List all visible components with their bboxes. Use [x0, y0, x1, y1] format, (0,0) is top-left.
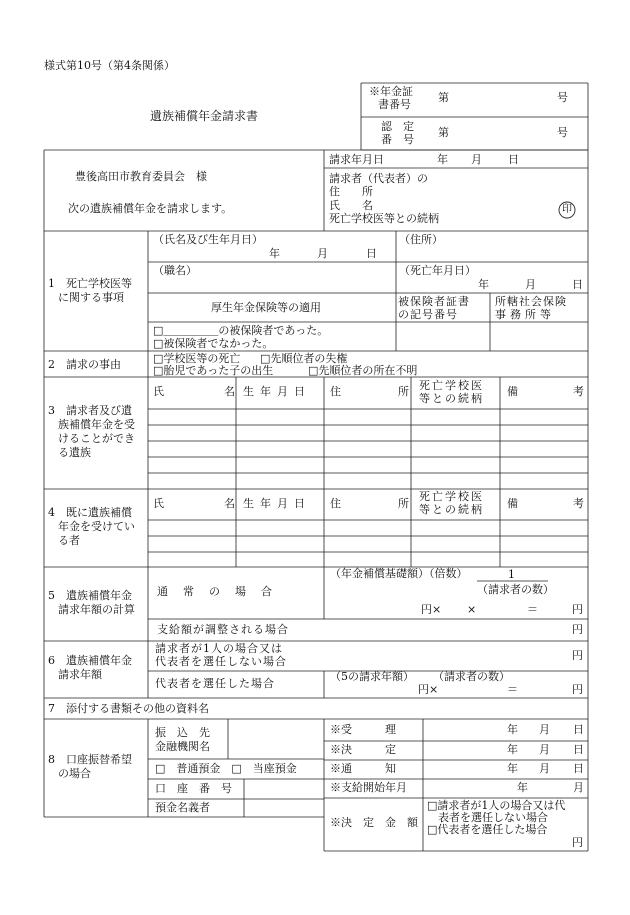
- sec8-label-1: 8 口座振替希望: [48, 753, 132, 766]
- jurisdiction-2: 事務所等: [495, 308, 555, 321]
- sec1-name-birth: （氏名及び生年月日）: [153, 233, 263, 246]
- sec3-label-2: 族補償年金を受: [58, 418, 135, 431]
- sec5-label-1: 5 遺族補償年金: [48, 589, 132, 602]
- sec3-label-1: 3 請求者及び遺: [48, 404, 132, 417]
- nintei-go: 号: [557, 126, 568, 139]
- sec1-birth-month: 月: [317, 247, 328, 260]
- sec1-job: （職名）: [153, 264, 197, 277]
- notify-day: 日: [573, 762, 584, 775]
- nintei-dai: 第: [438, 126, 449, 139]
- rep-case-label: 代表者を選任した場合: [155, 677, 275, 690]
- sec3-col-relation-2: 等との続柄: [419, 392, 484, 405]
- sec1-death-month: 月: [525, 278, 536, 291]
- sec8-label-2: の場合: [58, 767, 91, 780]
- addressee: 豊後高田市教育委員会 様: [75, 170, 207, 183]
- reason-death-checkbox[interactable]: □学校医等の死亡: [153, 352, 241, 365]
- adjusted-yen: 円: [572, 623, 583, 636]
- single-case-1: 請求者が1人の場合又は: [155, 642, 283, 655]
- sec5-label-2: 請求年額の計算: [58, 603, 135, 616]
- notify-year: 年: [507, 762, 518, 775]
- amount-option-single-2: 表者を選任しない場合: [438, 811, 548, 824]
- bank-label-2: 金融機関名: [155, 740, 210, 753]
- reason-unknown-checkbox[interactable]: □先順位者の所在不明: [308, 364, 418, 377]
- claimant-address-label: 住 所: [329, 185, 373, 198]
- claimant-label: 請求者（代表者）の: [329, 172, 428, 185]
- adjusted-case-label: 支給額が調整される場合: [157, 623, 289, 636]
- pay-start-year: 年: [517, 781, 528, 794]
- amount-option-single-1[interactable]: □請求者が1人の場合又は代: [427, 799, 566, 812]
- insured-cert-1: 被保険者証書: [398, 295, 470, 308]
- sec4-label-2: 年金を受けてい: [58, 520, 135, 533]
- jurisdiction-1: 所轄社会保険: [495, 295, 567, 308]
- seal-mark: 印: [562, 204, 572, 215]
- reason-birth-checkbox[interactable]: □胎児であった子の出生: [153, 364, 274, 377]
- received-day: 日: [573, 723, 584, 736]
- calc-times: ×: [467, 603, 477, 616]
- calc-equals: ＝: [527, 603, 538, 616]
- account-no-label: 口 座 番 号: [155, 782, 232, 795]
- sec1-label-2: に関する事項: [58, 291, 124, 304]
- sec1-death-year: 年: [478, 278, 489, 291]
- sec6-label-1: 6 遺族補償年金: [48, 654, 132, 667]
- sec3-col-remarks-a: 備: [507, 385, 518, 398]
- sec3-col-name-a: 氏: [153, 385, 164, 398]
- notify-label: ※通 知: [330, 762, 396, 775]
- account-holder-label: 預金名義者: [155, 801, 210, 814]
- amount-option-rep[interactable]: □代表者を選任した場合: [427, 823, 548, 836]
- sec4-col-remarks-a: 備: [507, 497, 518, 510]
- pay-start-label: ※支給開始年月: [330, 781, 407, 794]
- form-number: 様式第10号（第4条関係）: [44, 59, 175, 72]
- nintei-label-2: 番 号: [381, 133, 414, 146]
- single-case-2: 代表者を選任しない場合: [155, 655, 287, 668]
- sec3-col-remarks-b: 考: [573, 385, 584, 398]
- sec3-col-addr-b: 所: [398, 385, 409, 398]
- sec4-col-relation-1: 死亡学校医: [419, 490, 484, 503]
- claimant-name-label: 氏 名: [329, 199, 373, 212]
- sec3-label-3: けることができ: [58, 432, 135, 445]
- sec3-col-birth: 生年月日: [243, 385, 311, 398]
- cert-go: 号: [557, 91, 568, 104]
- sec3-col-addr-a: 住: [330, 385, 341, 398]
- sec3-label-4: る遺族: [58, 446, 91, 459]
- fraction-numerator: 1: [508, 568, 515, 581]
- decision-day: 日: [573, 743, 584, 756]
- sec4-col-birth: 生年月日: [243, 497, 311, 510]
- decided-amount-label: ※決 定 金 額: [330, 816, 418, 829]
- request-date-year: 年: [437, 153, 448, 166]
- pension-applied: 厚生年金保険等の適用: [211, 301, 321, 314]
- request-date-label: 請求年月日: [329, 153, 384, 166]
- bank-label-1: 振 込 先: [155, 726, 210, 739]
- sec1-address: （住所）: [399, 233, 443, 246]
- sec1-birth-day: 日: [366, 247, 377, 260]
- received-year: 年: [507, 723, 518, 736]
- cert-no-label-1: ※年金証: [369, 85, 413, 98]
- rep-calc-equals: ＝: [507, 683, 518, 696]
- sec7-label: 7 添付する書類その他の資料名: [48, 702, 209, 715]
- received-label: ※受 理: [330, 723, 396, 736]
- claimant-relation-label: 死亡学校医等との続柄: [329, 212, 439, 225]
- sec1-death-day: 日: [572, 278, 583, 291]
- sec1-death-date: （死亡年月日）: [399, 264, 476, 277]
- sec6-label-2: 請求年額: [58, 668, 102, 681]
- sec2-label: 2 請求の事由: [48, 358, 121, 371]
- request-date-month: 月: [471, 153, 482, 166]
- single-case-yen: 円: [572, 649, 583, 662]
- insured-cert-2: の記号番号: [398, 308, 458, 321]
- five-amount-label: （5の請求年額）: [330, 670, 414, 683]
- sec1-label-1: 1 死亡学校医等: [48, 277, 132, 290]
- sec4-col-relation-2: 等との続柄: [419, 503, 484, 516]
- pay-start-month: 月: [573, 781, 584, 794]
- base-amount-label: （年金補償基礎額）（倍数）: [330, 567, 468, 580]
- calc-yen: 円: [572, 603, 583, 616]
- sec4-col-addr-a: 住: [330, 497, 341, 510]
- claimants-count-label: （請求者の数）: [433, 670, 510, 683]
- calc-yen-times: 円×: [421, 603, 442, 616]
- rep-calc-yen: 円: [572, 683, 583, 696]
- rep-calc-yen-times: 円×: [418, 683, 439, 696]
- sec4-col-addr-b: 所: [398, 497, 409, 510]
- sec4-label-1: 4 既に遺族補償: [48, 506, 132, 519]
- decided-amount-yen: 円: [572, 836, 583, 849]
- form-title: 遺族補償年金請求書: [150, 109, 259, 123]
- sec3-col-name-b: 名: [224, 385, 235, 398]
- sec4-col-name-b: 名: [224, 497, 235, 510]
- request-sentence: 次の遺族補償年金を請求します。: [68, 202, 233, 215]
- received-month: 月: [539, 723, 550, 736]
- fraction-denominator: （請求者の数）: [477, 583, 554, 596]
- insured-was-checkbox[interactable]: □＿＿＿＿＿の被保険者であった。: [153, 324, 329, 337]
- decision-label: ※決 定: [330, 743, 396, 756]
- notify-month: 月: [539, 762, 550, 775]
- cert-dai: 第: [438, 91, 449, 104]
- reason-forfeit-checkbox[interactable]: □先順位者の失権: [260, 352, 348, 365]
- sec3-col-relation-1: 死亡学校医: [419, 379, 484, 392]
- sec4-col-name-a: 氏: [153, 497, 164, 510]
- nintei-label-1: 認 定: [381, 120, 414, 133]
- sec1-birth-year: 年: [269, 247, 280, 260]
- request-date-day: 日: [508, 153, 519, 166]
- cert-no-label-2: 書番号: [378, 98, 411, 111]
- decision-year: 年: [507, 743, 518, 756]
- insured-not-checkbox[interactable]: □被保険者でなかった。: [153, 337, 274, 350]
- sec4-label-3: る者: [58, 534, 80, 547]
- decision-month: 月: [539, 743, 550, 756]
- deposit-type-checkboxes[interactable]: □ 普通預金 □ 当座預金: [155, 762, 297, 775]
- normal-case-label: 通 常 の 場 合: [157, 585, 274, 598]
- sec4-col-remarks-b: 考: [573, 497, 584, 510]
